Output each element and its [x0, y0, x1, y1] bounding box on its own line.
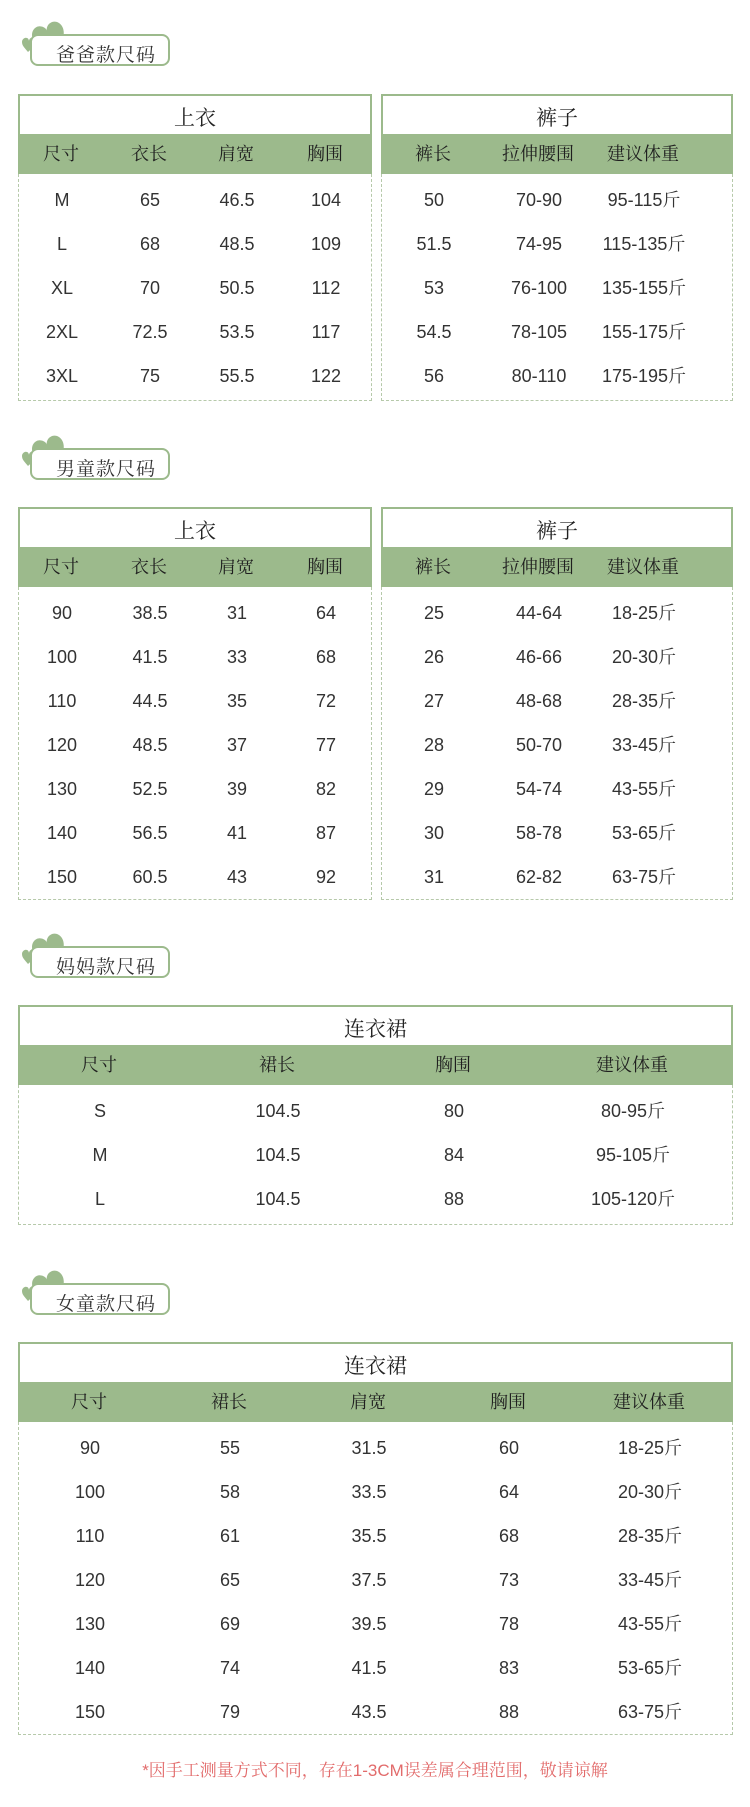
column-header: 拉伸腰围 — [502, 557, 574, 577]
table-cell: 50 — [423, 190, 445, 210]
table-cell: 3XL — [45, 366, 79, 386]
table-row — [19, 1646, 732, 1690]
table-row — [382, 855, 732, 899]
column-header: 胸围 — [307, 557, 343, 577]
table-cell: 28-35斤 — [611, 691, 677, 711]
table-row — [382, 354, 732, 398]
table-cell: 112 — [311, 278, 341, 298]
table-cell: 87 — [315, 823, 337, 843]
table-cell: 104.5 — [255, 1101, 301, 1121]
table-cell: 41 — [226, 823, 248, 843]
table-cell: 41.5 — [351, 1658, 387, 1678]
table-cell: 43 — [226, 867, 248, 887]
table-cell: 2XL — [45, 322, 79, 342]
table-cell: 115-135斤 — [602, 234, 686, 254]
table-row — [382, 222, 732, 266]
table-cell: 109 — [310, 234, 342, 254]
table-cell: 78 — [498, 1614, 520, 1634]
table-title-bar — [18, 1342, 733, 1382]
table-cell: 48-68 — [515, 691, 563, 711]
table-cell: 64 — [315, 603, 337, 623]
table-cell: 110 — [47, 691, 77, 711]
table-cell: 53-65斤 — [611, 823, 677, 843]
table-row — [19, 591, 371, 635]
table-cell: 29 — [423, 779, 445, 799]
column-header: 胸围 — [307, 144, 343, 164]
table-body — [18, 1085, 733, 1225]
table-cell: 130 — [74, 1614, 106, 1634]
section-pill — [30, 448, 170, 480]
column-header: 肩宽 — [218, 144, 254, 164]
table-cell: 63-75斤 — [611, 867, 677, 887]
table-cell: 105-120斤 — [590, 1189, 676, 1209]
table-body — [381, 174, 733, 401]
section-pill — [30, 946, 170, 978]
table-cell: 31 — [226, 603, 248, 623]
table-row — [382, 635, 732, 679]
table-row — [19, 310, 371, 354]
table-cell: 54-74 — [515, 779, 563, 799]
boy-pants-table — [381, 507, 733, 900]
table-cell: 69 — [219, 1614, 241, 1634]
column-header-bar — [18, 134, 372, 174]
table-row — [19, 679, 371, 723]
table-cell: 48.5 — [132, 735, 168, 755]
column-header: 肩宽 — [350, 1392, 386, 1412]
table-cell: 92 — [315, 867, 337, 887]
column-header: 裙长 — [259, 1055, 295, 1075]
table-cell: 53-65斤 — [617, 1658, 683, 1678]
section-title-mom: 妈妈款尺码 — [56, 957, 157, 978]
column-header: 裤长 — [415, 557, 451, 577]
table-cell: 90 — [51, 603, 73, 623]
table-body — [381, 587, 733, 900]
table-cell: 74-95 — [515, 234, 563, 254]
column-header: 建议体重 — [607, 144, 679, 164]
table-cell: 43-55斤 — [617, 1614, 683, 1634]
dad-pants-table — [381, 94, 733, 401]
table-cell: 65 — [139, 190, 161, 210]
table-cell: M — [92, 1145, 108, 1165]
table-cell: 100 — [74, 1482, 106, 1502]
table-cell: 72 — [315, 691, 337, 711]
table-cell: 20-30斤 — [611, 647, 677, 667]
table-title: 裤子 — [536, 520, 578, 543]
table-cell: 53.5 — [219, 322, 255, 342]
column-header: 胸围 — [435, 1055, 471, 1075]
table-title-bar — [381, 94, 733, 134]
table-cell: 27 — [423, 691, 445, 711]
table-cell: 37.5 — [351, 1570, 387, 1590]
table-row — [19, 266, 371, 310]
table-row — [19, 178, 371, 222]
table-cell: 33.5 — [351, 1482, 387, 1502]
table-cell: 95-105斤 — [595, 1145, 671, 1165]
table-cell: L — [56, 234, 68, 254]
table-cell: 117 — [311, 322, 341, 342]
table-row — [19, 635, 371, 679]
column-header: 尺寸 — [81, 1055, 117, 1075]
table-cell: 74 — [219, 1658, 241, 1678]
table-row — [19, 1426, 732, 1470]
table-cell: 46-66 — [515, 647, 563, 667]
table-row — [382, 679, 732, 723]
table-cell: 33-45斤 — [617, 1570, 683, 1590]
table-body — [18, 587, 372, 900]
table-cell: 88 — [498, 1702, 520, 1722]
table-cell: 76-100 — [510, 278, 568, 298]
table-cell: 65 — [219, 1570, 241, 1590]
table-cell: 75 — [139, 366, 161, 386]
table-cell: 77 — [315, 735, 337, 755]
table-cell: 39 — [226, 779, 248, 799]
table-cell: 61 — [219, 1526, 241, 1546]
table-cell: 80 — [443, 1101, 465, 1121]
table-cell: 95-115斤 — [607, 190, 681, 210]
table-cell: 33-45斤 — [611, 735, 677, 755]
table-cell: 55 — [219, 1438, 241, 1458]
column-header: 尺寸 — [71, 1392, 107, 1412]
table-cell: 58 — [219, 1482, 241, 1502]
table-cell: 52.5 — [132, 779, 168, 799]
table-cell: 31 — [423, 867, 445, 887]
column-header-bar — [18, 1382, 733, 1422]
table-row — [19, 222, 371, 266]
table-cell: 79 — [219, 1702, 241, 1722]
column-header: 肩宽 — [218, 557, 254, 577]
table-cell: 68 — [498, 1526, 520, 1546]
mom-dress-table — [18, 1005, 733, 1225]
column-header: 尺寸 — [43, 557, 79, 577]
table-cell: 62-82 — [515, 867, 563, 887]
column-header-bar — [381, 547, 733, 587]
column-header: 拉伸腰围 — [502, 144, 574, 164]
section-pill — [30, 1283, 170, 1315]
table-cell: 43-55斤 — [611, 779, 677, 799]
table-row — [19, 354, 371, 398]
column-header: 衣长 — [131, 144, 167, 164]
table-row — [382, 723, 732, 767]
table-cell: 135-155斤 — [601, 278, 687, 298]
table-cell: 120 — [46, 735, 78, 755]
table-cell: 60 — [498, 1438, 520, 1458]
table-row — [19, 767, 371, 811]
table-cell: 44-64 — [515, 603, 563, 623]
table-cell: 46.5 — [219, 190, 255, 210]
table-cell: 68 — [315, 647, 337, 667]
table-cell: 33 — [226, 647, 248, 667]
girl-dress-table — [18, 1342, 733, 1735]
table-cell: M — [54, 190, 70, 210]
table-title: 上衣 — [174, 520, 216, 543]
table-cell: S — [93, 1101, 107, 1121]
column-header: 胸围 — [490, 1392, 526, 1412]
table-row — [382, 310, 732, 354]
table-row — [19, 1177, 732, 1221]
table-cell: 140 — [74, 1658, 106, 1678]
table-cell: L — [94, 1189, 106, 1209]
section-label-mom — [20, 936, 180, 980]
table-cell: 64 — [498, 1482, 520, 1502]
table-title-bar — [18, 94, 372, 134]
table-cell: 122 — [310, 366, 342, 386]
table-row — [19, 811, 371, 855]
table-row — [382, 591, 732, 635]
table-cell: 72.5 — [132, 322, 168, 342]
table-cell: 51.5 — [416, 234, 452, 254]
column-header: 建议体重 — [607, 557, 679, 577]
table-cell: 28 — [423, 735, 445, 755]
table-row — [19, 1470, 732, 1514]
table-cell: 82 — [315, 779, 337, 799]
table-cell: 44.5 — [132, 691, 168, 711]
column-header-bar — [18, 1045, 733, 1085]
table-row — [19, 1514, 732, 1558]
table-title: 连衣裙 — [344, 1018, 407, 1041]
section-label-dad — [20, 24, 180, 68]
table-cell: 58-78 — [515, 823, 563, 843]
table-cell: 54.5 — [416, 322, 452, 342]
table-cell: 56.5 — [132, 823, 168, 843]
table-row — [382, 811, 732, 855]
table-cell: 18-25斤 — [617, 1438, 683, 1458]
table-row — [382, 178, 732, 222]
table-cell: 90 — [79, 1438, 101, 1458]
table-row — [19, 1602, 732, 1646]
table-cell: 38.5 — [132, 603, 168, 623]
table-cell: 100 — [46, 647, 78, 667]
table-row — [19, 1089, 732, 1133]
table-cell: 80-110 — [511, 366, 567, 386]
table-cell: 55.5 — [219, 366, 255, 386]
boy-top-table — [18, 507, 372, 900]
section-title-girl: 女童款尺码 — [56, 1294, 157, 1315]
table-cell: 30 — [423, 823, 445, 843]
table-cell: 39.5 — [351, 1614, 387, 1634]
table-cell: 28-35斤 — [617, 1526, 683, 1546]
table-cell: 140 — [46, 823, 78, 843]
table-cell: 25 — [423, 603, 445, 623]
table-cell: 37 — [226, 735, 248, 755]
table-cell: 31.5 — [351, 1438, 387, 1458]
column-header: 衣长 — [131, 557, 167, 577]
table-cell: 120 — [74, 1570, 106, 1590]
table-cell: 73 — [498, 1570, 520, 1590]
table-cell: 104.5 — [255, 1145, 301, 1165]
table-cell: 70 — [139, 278, 161, 298]
table-body — [18, 1422, 733, 1735]
column-header: 建议体重 — [596, 1055, 668, 1075]
column-header-bar — [18, 547, 372, 587]
table-row — [19, 1690, 732, 1734]
table-cell: 150 — [46, 867, 78, 887]
table-row — [382, 266, 732, 310]
table-cell: 84 — [443, 1145, 465, 1165]
column-header-bar — [381, 134, 733, 174]
column-header: 尺寸 — [43, 144, 79, 164]
table-body — [18, 174, 372, 401]
table-cell: 175-195斤 — [601, 366, 687, 386]
table-cell: 53 — [423, 278, 445, 298]
table-row — [19, 1558, 732, 1602]
table-row — [19, 723, 371, 767]
table-cell: 41.5 — [132, 647, 168, 667]
column-header: 裙长 — [211, 1392, 247, 1412]
table-title-bar — [18, 507, 372, 547]
table-cell: 35.5 — [351, 1526, 387, 1546]
table-cell: XL — [50, 278, 74, 298]
table-cell: 63-75斤 — [617, 1702, 683, 1722]
section-title-dad: 爸爸款尺码 — [56, 45, 157, 66]
table-cell: 26 — [423, 647, 445, 667]
section-label-girl — [20, 1273, 180, 1317]
table-cell: 70-90 — [515, 190, 563, 210]
table-cell: 56 — [423, 366, 445, 386]
table-cell: 18-25斤 — [611, 603, 677, 623]
table-cell: 83 — [498, 1658, 520, 1678]
table-title: 连衣裙 — [344, 1355, 407, 1378]
table-row — [382, 767, 732, 811]
table-cell: 50-70 — [515, 735, 563, 755]
table-row — [19, 1133, 732, 1177]
dad-top-table — [18, 94, 372, 401]
table-cell: 48.5 — [219, 234, 255, 254]
table-title-bar — [18, 1005, 733, 1045]
table-cell: 68 — [139, 234, 161, 254]
table-cell: 35 — [226, 691, 248, 711]
table-cell: 155-175斤 — [601, 322, 687, 342]
column-header: 裤长 — [415, 144, 451, 164]
table-cell: 88 — [443, 1189, 465, 1209]
table-cell: 130 — [46, 779, 78, 799]
table-cell: 104.5 — [255, 1189, 301, 1209]
table-cell: 20-30斤 — [617, 1482, 683, 1502]
table-cell: 80-95斤 — [600, 1101, 666, 1121]
table-title: 裤子 — [536, 107, 578, 130]
table-cell: 150 — [74, 1702, 106, 1722]
table-cell: 60.5 — [132, 867, 168, 887]
section-label-boy — [20, 438, 180, 482]
table-title: 上衣 — [174, 107, 216, 130]
table-title-bar — [381, 507, 733, 547]
table-cell: 110 — [75, 1526, 105, 1546]
measurement-note: *因手工测量方式不同，存在1-3CM误差属合理范围，敬请谅解 — [142, 1761, 608, 1780]
table-cell: 43.5 — [351, 1702, 387, 1722]
section-title-boy: 男童款尺码 — [56, 459, 157, 480]
table-row — [19, 855, 371, 899]
column-header: 建议体重 — [613, 1392, 685, 1412]
table-cell: 50.5 — [219, 278, 255, 298]
table-cell: 104 — [310, 190, 342, 210]
section-pill — [30, 34, 170, 66]
table-cell: 78-105 — [510, 322, 568, 342]
